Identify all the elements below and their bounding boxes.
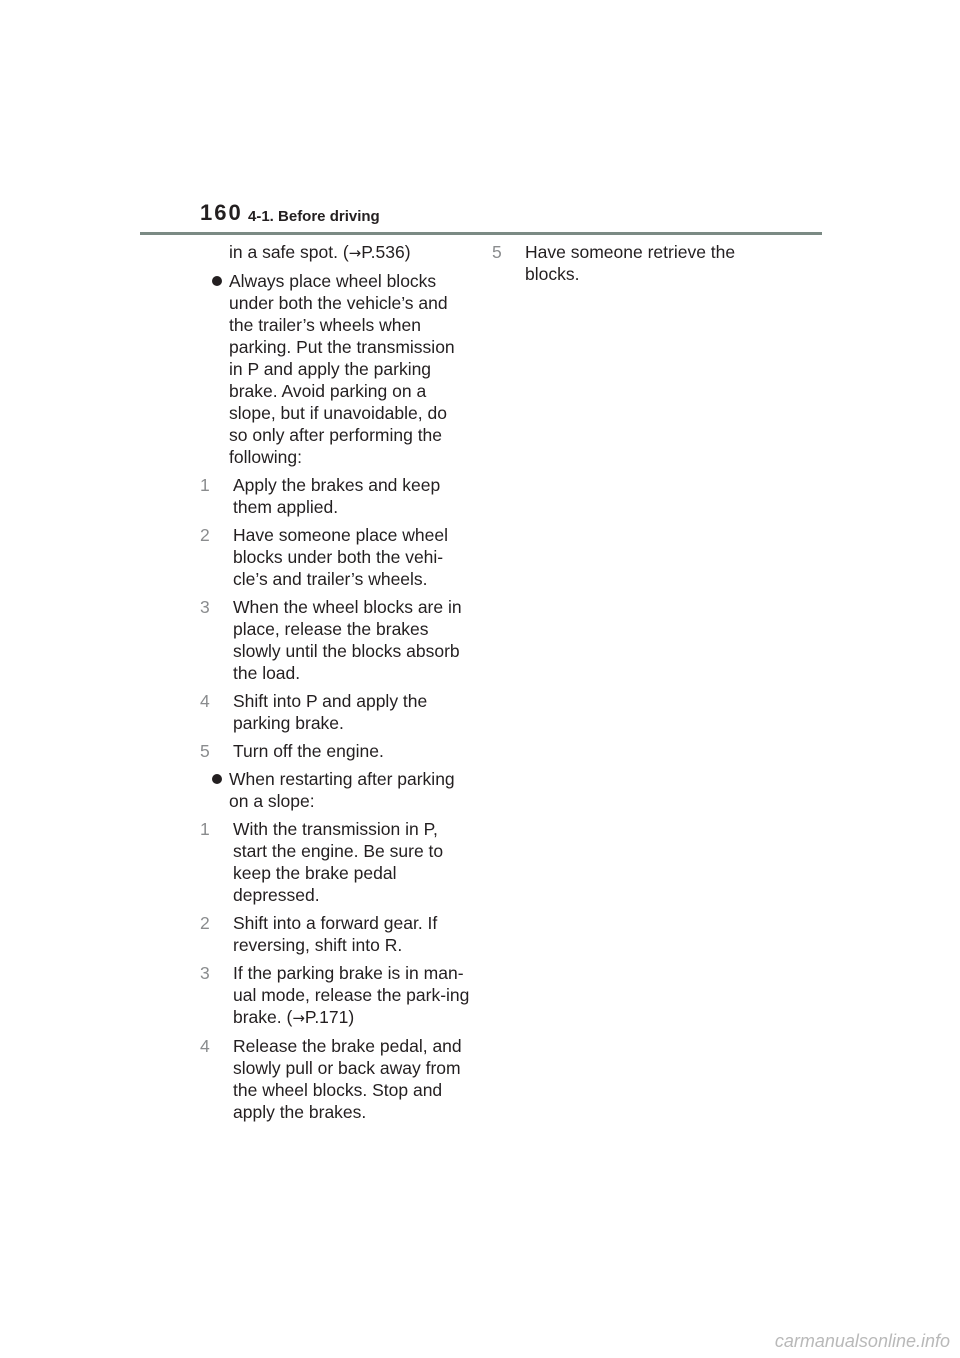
step-text: If the parking brake is in man-ual mode, release the park-ing brake. ( xyxy=(233,963,470,1027)
step-item xyxy=(200,1035,470,1123)
step-number: 1 xyxy=(200,475,210,495)
step-number: 5 xyxy=(200,741,210,761)
step-item xyxy=(200,524,470,590)
step-text: Apply the brakes and keep them applied. xyxy=(233,475,441,517)
left-column xyxy=(200,241,470,1129)
step-text: Shift into P and apply the parking brake. xyxy=(233,691,428,733)
step-text: With the transmission in P, start the engine. Be sure to keep the brake pedal depressed. xyxy=(233,819,444,905)
step-item xyxy=(200,740,470,762)
step-text: Have someone retrieve the blocks. xyxy=(525,242,736,284)
bullet-item xyxy=(200,768,470,812)
step-text: When the wheel blocks are in place, release the brakes slowly until the blocks absorb the load. xyxy=(233,597,462,683)
step-text: Turn off the engine. xyxy=(233,741,384,761)
step-item xyxy=(200,962,470,1029)
bullet-icon xyxy=(212,276,222,286)
step-item xyxy=(200,818,470,906)
step-number: 3 xyxy=(200,597,210,617)
step-text: Have someone place wheel blocks under both the vehi-cle’s and trailer’s wheels. xyxy=(233,525,448,589)
right-column xyxy=(492,241,752,291)
step-text: Release the brake pedal, and slowly pull or back away from the wheel blocks. Stop and apply the brakes. xyxy=(233,1036,462,1122)
intro-text: in a safe spot. ( xyxy=(229,242,349,262)
page-reference-link[interactable]: P.171) xyxy=(304,1007,355,1027)
bullet-item xyxy=(200,270,470,468)
page-reference-link[interactable]: P.536) xyxy=(361,242,411,262)
step-number: 1 xyxy=(200,819,210,839)
step-number: 5 xyxy=(492,242,502,262)
step-number: 4 xyxy=(200,691,210,711)
step-number: 2 xyxy=(200,913,210,933)
bullet-text: Always place wheel blocks under both the vehicle’s and the trailer’s wheels when parking. Put the transmission in P and apply the parking brake. Avoid parking on a slope, but if unavoidable, do so only after performing the following: xyxy=(229,271,455,467)
step-item xyxy=(200,690,470,734)
bullet-icon xyxy=(212,774,222,784)
watermark: carmanualsonline.info xyxy=(774,1331,950,1351)
header-divider xyxy=(140,232,822,235)
arrow-right-icon: → xyxy=(292,1009,305,1027)
step-item xyxy=(200,474,470,518)
section-title: 4-1. Before driving xyxy=(248,208,380,225)
intro-continuation xyxy=(200,241,470,264)
step-item xyxy=(492,241,752,285)
step-item xyxy=(200,596,470,684)
step-number: 4 xyxy=(200,1036,210,1056)
step-number: 3 xyxy=(200,963,210,983)
step-item xyxy=(200,912,470,956)
bullet-text: When restarting after parking on a slope: xyxy=(229,769,455,811)
arrow-right-icon: → xyxy=(348,244,362,262)
page-number: 160 xyxy=(200,200,243,225)
step-text: Shift into a forward gear. If reversing, shift into R. xyxy=(233,913,438,955)
step-number: 2 xyxy=(200,525,210,545)
